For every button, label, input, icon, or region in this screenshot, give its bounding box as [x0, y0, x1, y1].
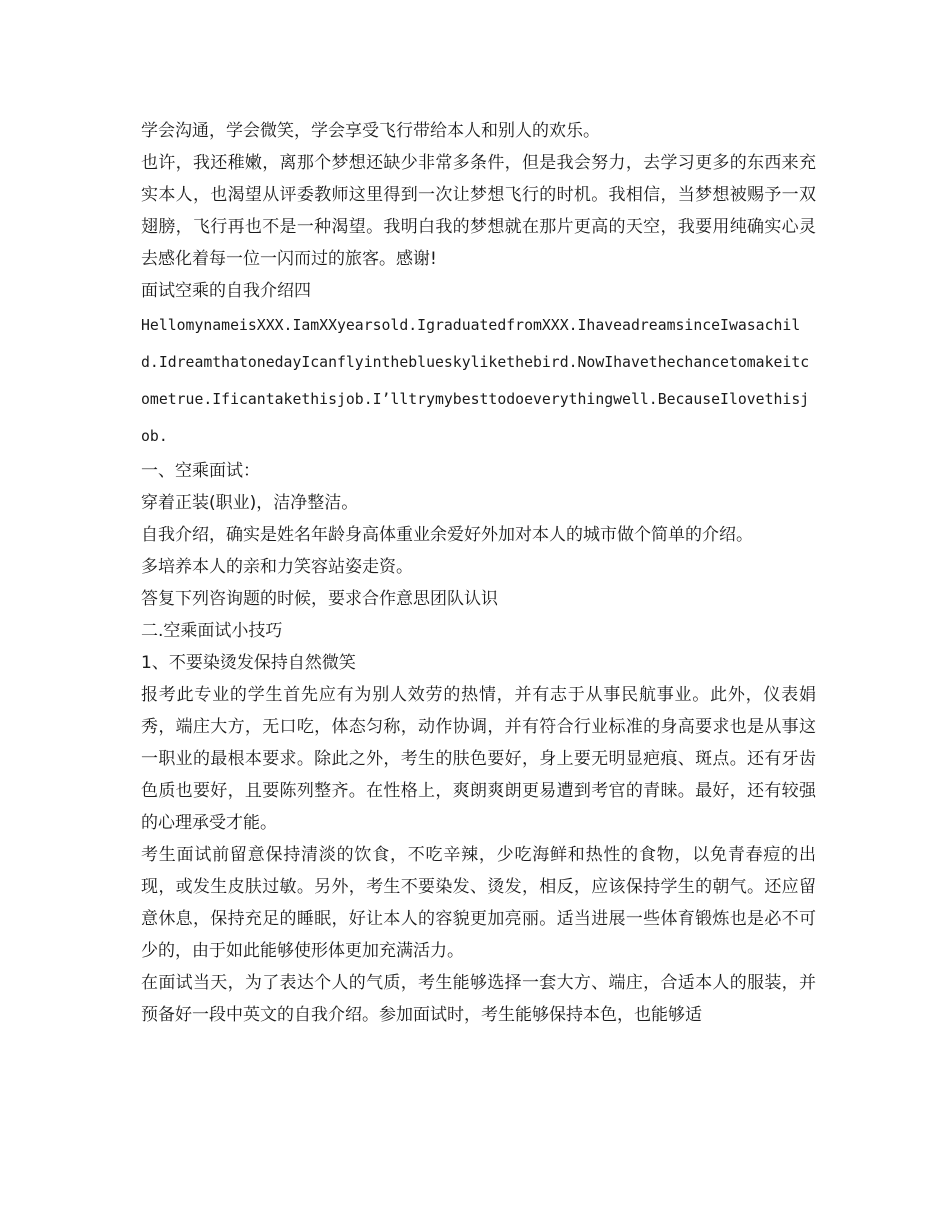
item-affinity: 多培养本人的亲和力笑容站姿走资。 — [141, 557, 413, 577]
section-title-interview: 一、空乘面试： — [141, 461, 260, 481]
paragraph-interview-day: 在面试当天，为了表达个人的气质，考生能够选择一套大方、端庄，合适本人的服装，并预备好一段中英文的自我介绍。参加面试时，考生能够保持本色，也能够适 — [141, 973, 816, 1025]
paragraph-requirements: 报考此专业的学生首先应有为别人效劳的热情，并有志于从事民航事业。此外，仪表娟秀，端庄大方，无口吃，体态匀称，动作协调，并有符合行业标准的身高要求也是从事这一职业的最根本要求。除此之外，考生的肤色要好，身上要无明显疤痕、斑点。还有牙齿色质也要好，且要陈列整齐。在性格上，爽朗爽朗更易遭到考官的青睐。最好，还有较强的心理承受才能。 — [141, 685, 816, 833]
document-body — [141, 115, 816, 1031]
item-self-intro: 自我介绍，确实是姓名年龄身高体重业余爱好外加对本人的城市做个简单的介绍。 — [141, 525, 753, 545]
paragraph-closing-line: 学会沟通，学会微笑，学会享受飞行带给本人和别人的欢乐。 — [141, 121, 600, 141]
paragraph-diet: 考生面试前留意保持清淡的饮食，不吃辛辣，少吃海鲜和热性的食物，以免青春痘的出现，或发生皮肤过敏。另外，考生不要染发、烫发，相反，应该保持学生的朝气。还应留意休息，保持充足的睡眠，好让本人的容貌更加亮丽。适当进展一些体育锻炼也是必不可少的，由于如此能够使形体更加充满活力。 — [141, 845, 816, 961]
subsection-title-hair-smile: 1、不要染烫发保持自然微笑 — [141, 653, 356, 673]
section-title-self-intro-four: 面试空乘的自我介绍四 — [141, 281, 311, 301]
paragraph-dream: 也许，我还稚嫩，离那个梦想还缺少非常多条件，但是我会努力，去学习更多的东西来充实本人，也渴望从评委教师这里得到一次让梦想飞行的时机。我相信，当梦想被赐予一双翅膀，飞行再也不是一种渴望。我明白我的梦想就在那片更高的天空，我要用纯确实心灵去感化着每一位一闪而过的旅客。感谢! — [141, 153, 816, 269]
item-dress: 穿着正装(职业)，洁净整洁。 — [141, 493, 359, 513]
item-answer: 答复下列咨询题的时候，要求合作意思团队认识 — [141, 589, 498, 609]
paragraph-english-intro: HellomynameisXXX.IamXXyearsold.IgraduatedfromXXX.IhaveadreamsinceIwasachild.IdreamthatonedayIcanflyintheblueskylikethebird.NowIhavethechancetomakeitcometrue.Ificantakethisjob.I’lltrymybesttodoeverythingwell.BecauseIlovethisjob. — [141, 317, 810, 445]
section-title-tips: 二.空乘面试小技巧 — [141, 621, 283, 641]
